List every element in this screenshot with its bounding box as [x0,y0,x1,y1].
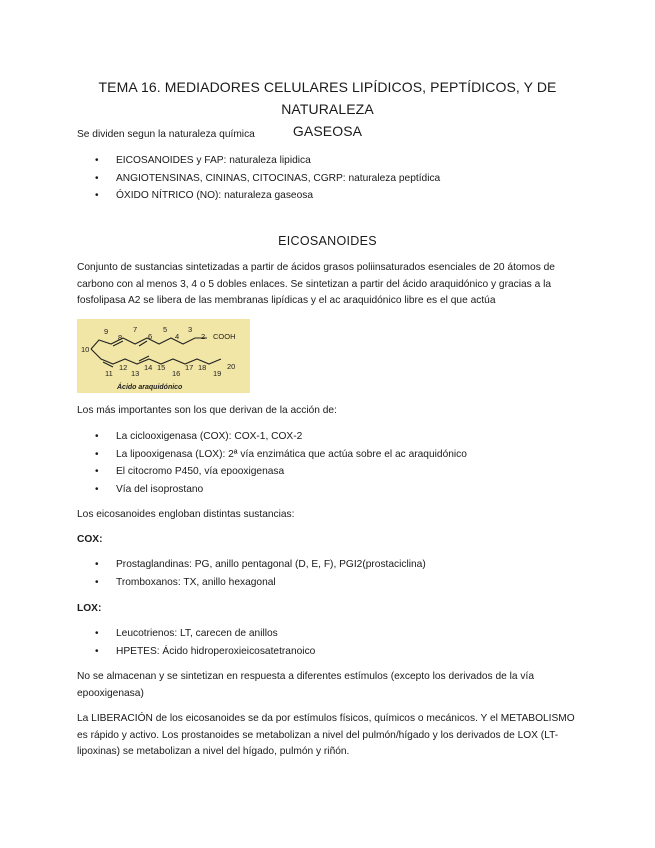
carbon-number: 13 [131,369,140,378]
bullet-icon: • [95,466,99,477]
carbon-number: 19 [213,369,222,378]
bullet-icon: • [95,628,99,639]
carbon-number: 18 [198,363,207,372]
bullet-icon: • [95,645,99,657]
carbon-number: 14 [144,363,153,372]
paragraph-5: La LIBERACIÓN de los eicosanoides se da por estímulos físicos, químicos o mecánicos. Y el METABOLISMO es rápido y activo. Los prostanoides se metabolizan a nivel del pulmón/hígado y los derivados de LOX (LT- lipoxinas) se metabolizan a nivel del hígado, pulmón y riñón. [77,713,575,757]
list-item: • La lipooxigenasa (LOX): 2ª vía enzimática que actúa sobre el ac araquidónico [77,447,597,465]
carbon-number: 11 [105,369,113,378]
carbon-number: 2 [201,332,206,341]
paragraph-1: Conjunto de sustancias sintetizadas a partir de ácidos grasos poliinsaturados esenciales de 20 átomos de carbono con al menos 3, 4 o 5 dobles enlaces. Se sintetizan a partir del ácido araquidónico y gracias a la fosfolipasa A2 se libera de las membranas lipídicas y el ac araquidónico libre es el que actúa [77,262,555,306]
cox-list [77,557,597,592]
list-item: • El citocromo P450, vía epooxigenasa [77,464,597,482]
figure-caption: Ácido araquidónico [117,384,183,391]
bullet-icon: • [95,559,99,570]
pathways-list [77,429,597,499]
list-item: • ÓXIDO NÍTRICO (NO): naturaleza gaseosa [77,188,597,206]
arachidonic-acid-figure [77,319,250,393]
carbon-number: 17 [185,363,194,372]
carbon-number: 5 [163,325,168,334]
carbon-number: 10 [81,345,90,354]
list-item: • Vía del isoprostano [77,482,597,500]
carbon-number: 15 [157,363,166,372]
carbon-number: 3 [188,325,193,334]
list-item: • La ciclooxigenasa (COX): COX-1, COX-2 [77,429,597,447]
title-line-2: GASEOSA [292,123,363,139]
carbon-number: 12 [119,363,128,372]
carbon-number: 8 [118,333,123,342]
bullet-icon: • [95,172,99,184]
list-item: • Prostaglandinas: PG, anillo pentagonal (D, E, F), PGI2(prostaciclina) [77,557,597,575]
paragraph-4: No se almacenan y se sintetizan en respuesta a diferentes estímulos (excepto los derivados de la vía epooxigenasa) [77,671,534,699]
bullet-icon: • [95,576,99,588]
carbon-number: 6 [148,332,153,341]
list-item: • Tromboxanos: TX, anillo hexagonal [77,575,597,593]
lox-label: LOX: [77,603,102,614]
cox-label: COX: [77,534,103,545]
molecule-structure-diagram [77,319,250,393]
list-item: • ANGIOTENSINAS, CININAS, CITOCINAS, CGRP: naturaleza peptídica [77,171,597,189]
bullet-icon: • [95,483,99,495]
bullet-icon: • [95,448,99,460]
bullet-icon: • [95,190,99,201]
lox-list [77,626,597,661]
carbon-number: 16 [172,369,181,378]
paragraph-3: Los eicosanoides engloban distintas sustancias: [77,509,295,520]
bullet-icon: • [95,155,99,166]
list-item: • Leucotrienos: LT, carecen de anillos [77,626,597,644]
list-item: • EICOSANOIDES y FAP: naturaleza lipidica [77,153,597,171]
cooh-label: COOH [213,332,236,341]
classes-list [77,153,597,206]
carbon-number: 9 [104,327,109,336]
list-item: • HPETES: Ácido hidroperoxieicosatetranoico [77,644,597,662]
section-heading: EICOSANOIDES [278,234,377,248]
bullet-icon: • [95,431,99,442]
carbon-number: 20 [227,362,236,371]
intro-text: Se dividen segun la naturaleza química [77,129,255,140]
carbon-number: 4 [175,332,180,341]
carbon-number: 7 [133,325,138,334]
paragraph-2: Los más importantes son los que derivan de la acción de: [77,405,337,416]
title-line-1: TEMA 16. MEDIADORES CELULARES LIPÍDICOS, PEPTÍDICOS, Y DE NATURALEZA [98,79,557,117]
